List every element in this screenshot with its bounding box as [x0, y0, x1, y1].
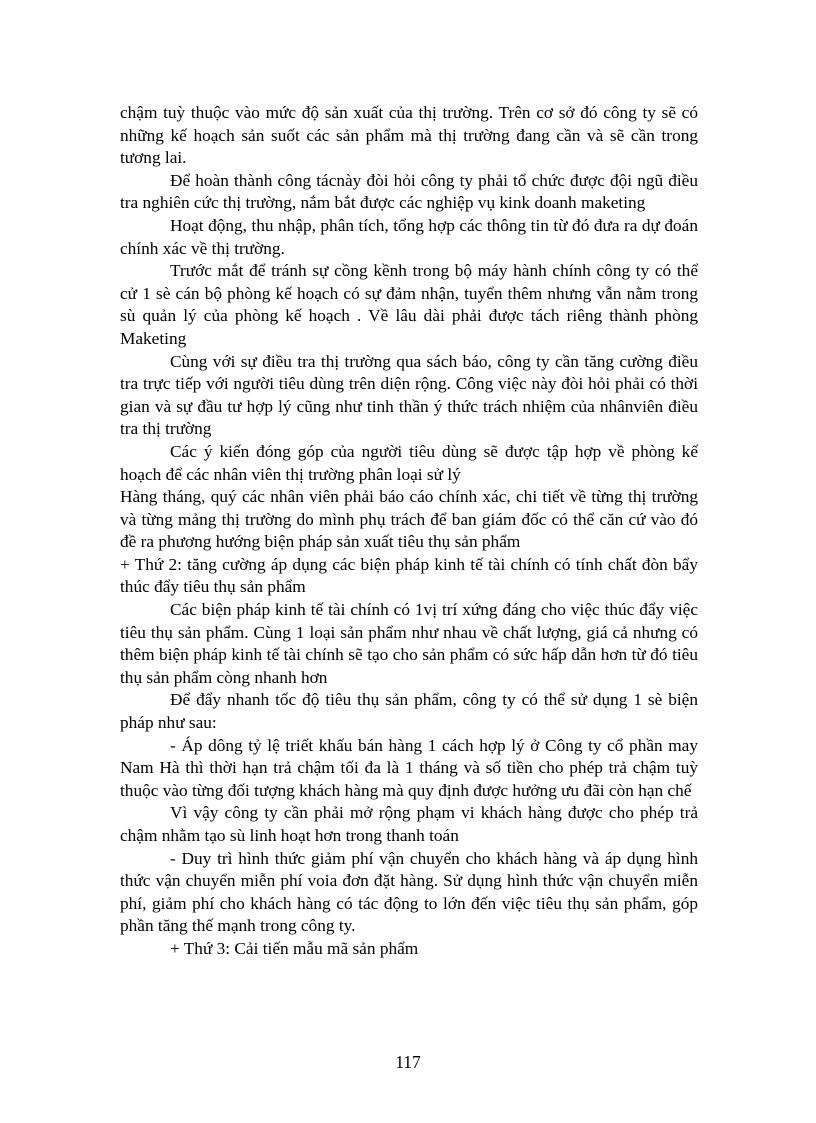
paragraph-13: - Duy trì hình thức giảm phí vận chuyển cho khách hàng và áp dụng hình thức vận chuyển miễn phí voia đơn đặt hàng. Sử dụng hình thức vận chuyển miễn phí, giảm phí cho khách hàng có tác động to lớn đến việc tiêu thụ sản phẩm, góp phần tăng thế mạnh trong công ty.: [120, 848, 698, 936]
paragraph-11: - Áp dông tỷ lệ triết khấu bán hàng 1 cách hợp lý ở Công ty cổ phần may Nam Hà thì thời hạn trả chậm tối đa là 1 tháng và số tiền cho phép trả chậm tuỳ thuộc vào từng đối tượng khách hàng mà quy định được hưởng ưu đãi còn hạn chế: [120, 735, 698, 800]
paragraph-3: Hoạt động, thu nhập, phân tích, tổng hợp các thông tin từ đó đưa ra dự đoán chính xác về thị trường.: [120, 215, 698, 258]
paragraph-1: chậm tuỳ thuộc vào mức độ sản xuất của thị trường. Trên cơ sở đó công ty sẽ có những kế hoạch sản suốt các sản phẩm mà thị trường đang cần và sẽ cần trong tương lai.: [120, 103, 698, 168]
paragraph-5: Cùng với sự điều tra thị trường qua sách báo, công ty cần tăng cường điều tra trực tiếp với người tiêu dùng trên diện rộng. Công việc này đòi hỏi phải có thời gian và sự đầu tư hợp lý cũng như tinh thần ý thức trách nhiệm của nhânviên điều tra thị trường: [120, 351, 698, 439]
paragraph-12: Vì vậy công ty cần phải mở rộng phạm vi khách hàng được cho phép trả chậm nhằm tạo sù linh hoạt hơn trong thanh toán: [120, 803, 698, 845]
paragraph-7: Hàng tháng, quý các nhân viên phải báo cáo chính xác, chi tiết về từng thị trường và từng mảng thị trường do mình phụ trách để ban giám đốc có thể căn cứ vào đó đề ra phương hướng biện pháp sản xuất tiêu thụ sản phẩm: [120, 487, 698, 552]
page-number: 117: [395, 1052, 421, 1072]
paragraph-14: + Thứ 3: Cải tiến mẫu mã sản phẩm: [170, 938, 419, 958]
paragraph-8: + Thứ 2: tăng cường áp dụng các biện pháp kinh tế tài chính có tính chất đòn bẩy thúc đẩy tiêu thụ sản phẩm: [120, 554, 698, 597]
paragraph-9: Các biện pháp kinh tế tài chính có 1vị trí xứng đáng cho việc thúc đẩy việc tiêu thụ sản phẩm. Cùng 1 loại sản phẩm như nhau về chất lượng, giá cả nhưng có thêm biện pháp kinh tế tài chính sẽ tạo cho sản phẩm có sức hấp dẫn hơn từ đó tiêu thụ sản phẩm còng nhanh hơn: [120, 600, 698, 687]
paragraph-6: Các ý kiến đóng góp của người tiêu dùng sẽ được tập hợp về phòng kế hoạch để các nhân viên thị trường phân loại sử lý: [120, 441, 698, 484]
paragraph-4: Trước mắt để tránh sự cồng kềnh trong bộ máy hành chính công ty có thể cử 1 sè cán bộ phòng kế hoạch có sự đảm nhận, tuyển thêm nhưng vẫn nằm trong sù quản lý của phòng kế hoạch . Về lâu dài phải được tách riêng thành phòng Maketing: [120, 261, 698, 348]
paragraph-10: Để đẩy nhanh tốc độ tiêu thụ sản phẩm, công ty có thể sử dụng 1 sè biện pháp như sau:: [120, 690, 698, 733]
body-text: [120, 102, 698, 961]
paragraph-2: Để hoàn thành công tácnày đòi hỏi công ty phải tổ chức được đội ngũ điều tra nghiên cức thị trường, nắm bắt được các nghiệp vụ kink doanh maketing: [120, 170, 698, 213]
